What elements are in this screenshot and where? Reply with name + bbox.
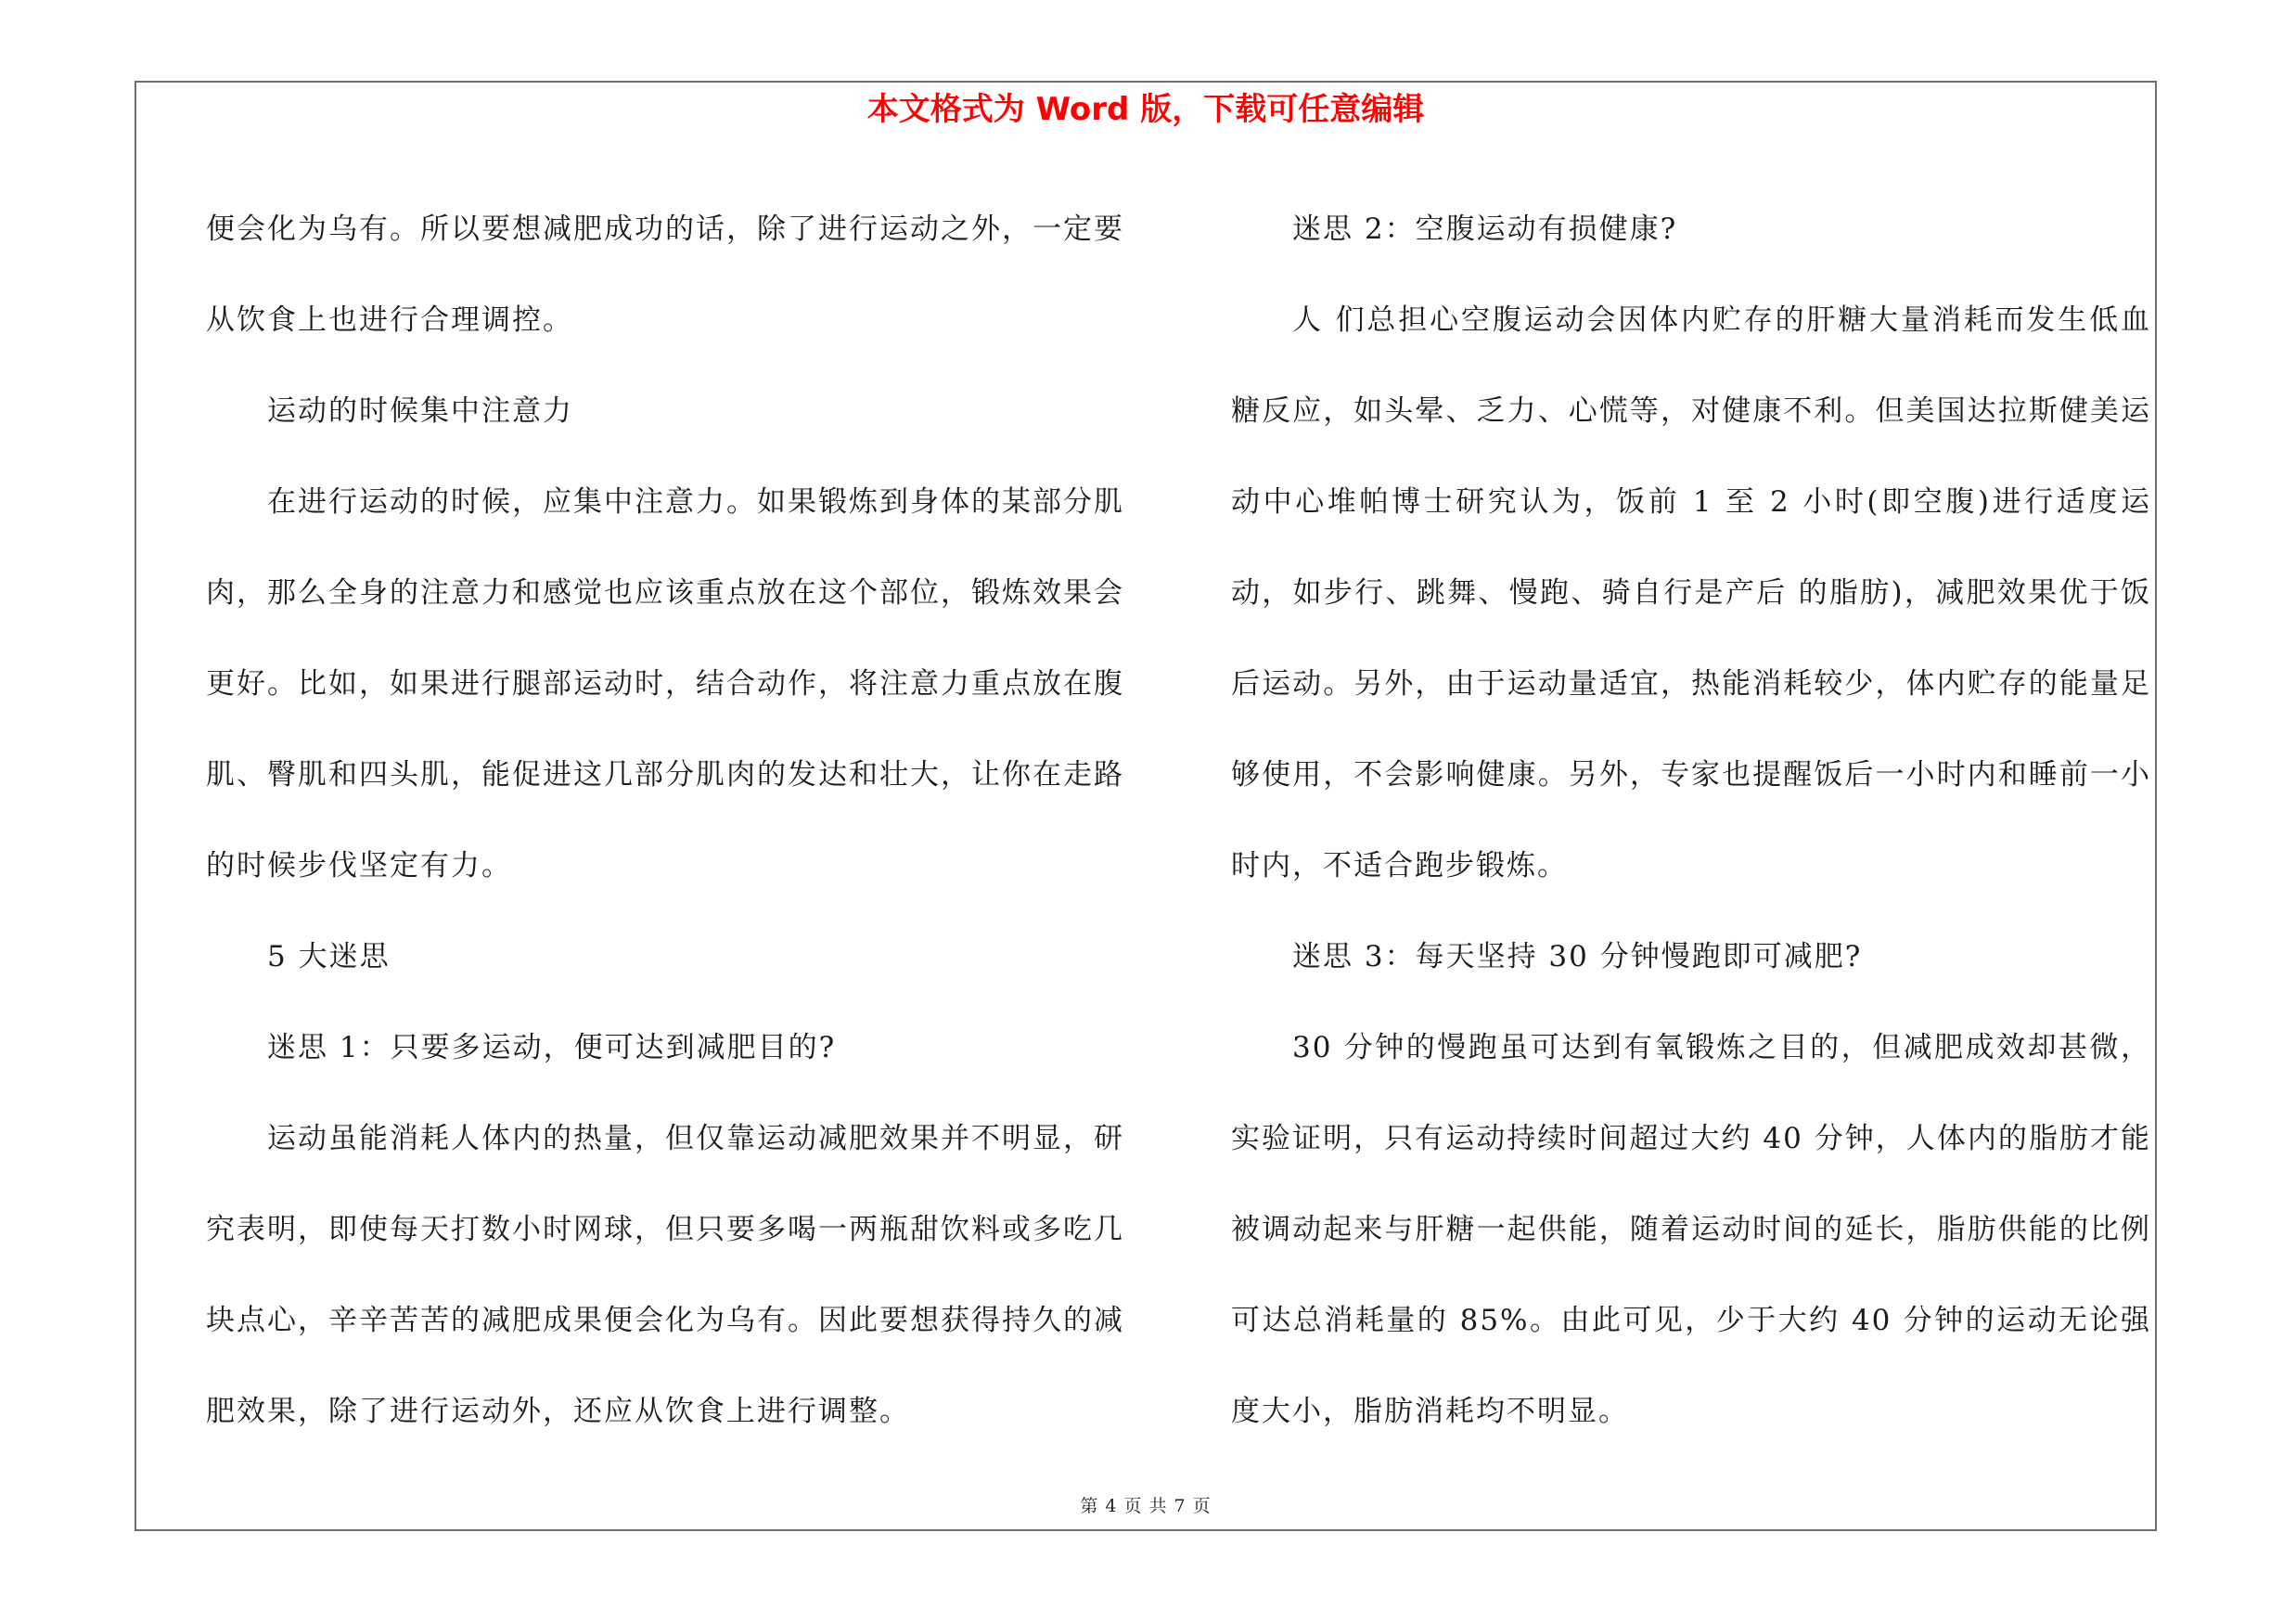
myth-1-heading: 迷思 1：只要多运动，便可达到减肥目的? xyxy=(267,1031,837,1064)
myth-3-heading: 迷思 3：每天坚持 30 分钟慢跑即可减肥? xyxy=(1292,940,1863,973)
myth-1-body: 运动虽能消耗人体内的热量，但仅靠运动减肥效果并不明显，研究表明，即使每天打数小时网球，但只要多喝一两瓶甜饮料或多吃几块点心，辛辛苦苦的减肥成果便会化为乌有。因此要想获得持久的减肥效果，除了进行运动外，还应从饮食上进行调整。 xyxy=(206,1122,1124,1428)
left-section-title: 5 大迷思 xyxy=(267,940,391,973)
right-column xyxy=(1231,184,2151,1457)
header-banner: 本文格式为 Word 版，下载可任意编辑 xyxy=(866,91,1425,128)
left-paragraph-1: 便会化为乌有。所以要想减肥成功的话，除了进行运动之外，一定要从饮食上也进行合理调控。 xyxy=(206,213,1124,337)
myth-3-body: 30 分钟的慢跑虽可达到有氧锻炼之目的，但减肥成效却甚微，实验证明，只有运动持续时间超过大约 40 分钟，人体内的脂肪才能被调动起来与肝糖一起供能，随着运动时间的延长，脂肪供能的比例可达总消耗量的 85%。由此可见，少于大约 40 分钟的运动无论强度大小，脂肪消耗均不明显。 xyxy=(1231,1031,2151,1428)
myth-2-body: 人 们总担心空腹运动会因体内贮存的肝糖大量消耗而发生低血糖反应，如头晕、乏力、心慌等，对健康不利。但美国达拉斯健美运动中心堆帕博士研究认为，饭前 1 至 2 小时(即空腹)进行适度运动，如步行、跳舞、慢跑、骑自行是产后 的脂肪)，减肥效果优于饭后运动。另外，由于运动量适宜，热能消耗较少，体内贮存的能量足够使用，不会影响健康。另外，专家也提醒饭后一小时内和睡前一小 时内，不适合跑步锻炼。 xyxy=(1231,303,2151,882)
left-section-heading: 运动的时候集中注意力 xyxy=(267,394,573,428)
myth-2-heading: 迷思 2：空腹运动有损健康? xyxy=(1292,213,1678,246)
left-column xyxy=(206,184,1124,1457)
page-indicator: 第 4 页 共 7 页 xyxy=(1080,1496,1212,1516)
left-paragraph-2: 在进行运动的时候，应集中注意力。如果锻炼到身体的某部分肌肉，那么全身的注意力和感觉也应该重点放在这个部位，锻炼效果会更好。比如，如果进行腿部运动时，结合动作，将注意力重点放在腹肌、臀肌和四头肌，能促进这几部分肌肉的发达和壮大，让你在走路的时候步伐坚定有力。 xyxy=(206,485,1124,882)
